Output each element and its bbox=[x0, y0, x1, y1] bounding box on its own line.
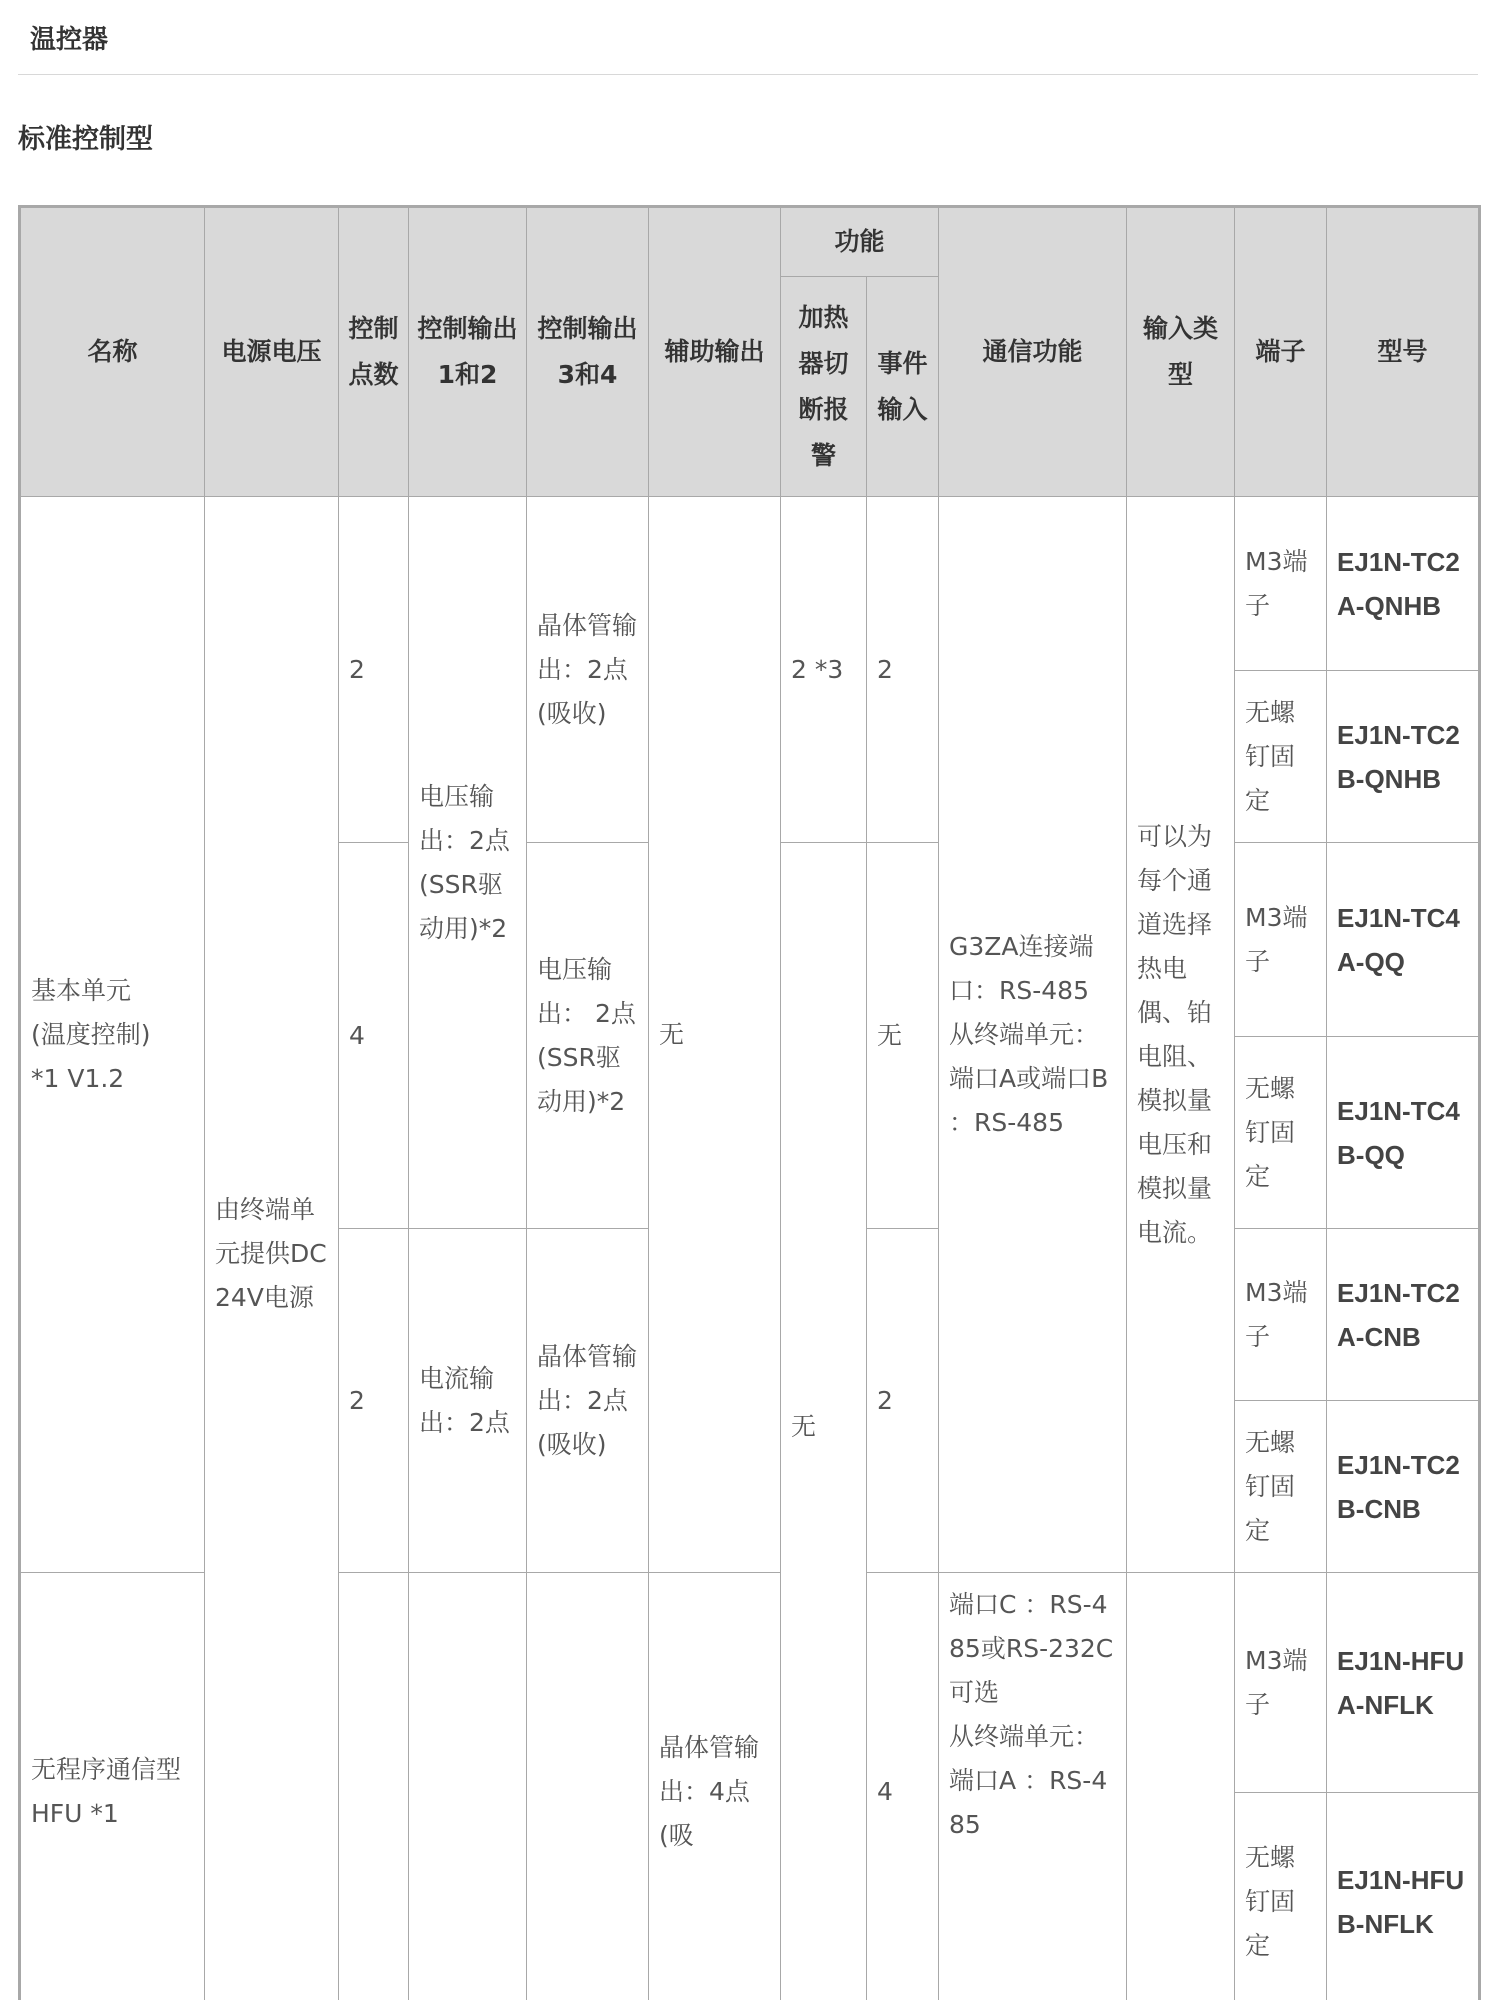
section-title: 标准控制型 bbox=[18, 124, 153, 155]
cell-power-voltage: 由终端单元提供DC24V电源 bbox=[205, 497, 339, 2000]
cell-model: EJ1N-TC4A-QQ bbox=[1327, 843, 1480, 1037]
cell-output34-transistor-b: 晶体管输出：2点(吸收) bbox=[527, 1229, 649, 1573]
cell-name-hfu: 无程序通信型 HFU *1 bbox=[20, 1573, 205, 2000]
cell-aux-output-hfu: 晶体管输出：4点 (吸 bbox=[649, 1573, 781, 2000]
header-power-voltage: 电源电压 bbox=[205, 207, 339, 497]
header-communication: 通信功能 bbox=[939, 207, 1127, 497]
cell-output34-hfu bbox=[527, 1573, 649, 2000]
header-control-points: 控制点数 bbox=[339, 207, 409, 497]
cell-terminal: M3端子 bbox=[1235, 1573, 1327, 1793]
cell-communication-basic: G3ZA连接端口：RS-485 从终端单元：端口A或端口B ：RS-485 bbox=[939, 497, 1127, 1573]
cell-points-hfu bbox=[339, 1573, 409, 2000]
header-control-output-3-4: 控制输出3和4 bbox=[527, 207, 649, 497]
cell-event-input-a: 2 bbox=[867, 497, 939, 843]
page-title: 温控器 bbox=[30, 25, 109, 55]
cell-aux-output-basic: 无 bbox=[649, 497, 781, 1573]
spec-table bbox=[18, 205, 1481, 2000]
cell-output12-current: 电流输出：2点 bbox=[409, 1229, 527, 1573]
cell-model: EJ1N-HFUB-NFLK bbox=[1327, 1793, 1480, 2000]
header-heater-burnout-alarm: 加热器切断报警 bbox=[781, 277, 867, 497]
header-function: 功能 bbox=[781, 207, 939, 277]
cell-model: EJ1N-TC2B-QNHB bbox=[1327, 671, 1480, 843]
cell-points-4: 4 bbox=[339, 843, 409, 1229]
cell-input-type-hfu bbox=[1127, 1573, 1235, 2000]
title-divider bbox=[18, 74, 1478, 75]
cell-model: EJ1N-TC4B-QQ bbox=[1327, 1037, 1480, 1229]
cell-terminal: M3端子 bbox=[1235, 497, 1327, 671]
cell-event-input-hfu: 4 bbox=[867, 1573, 939, 2000]
cell-output12-voltage: 电压输出：2点(SSR驱动用)*2 bbox=[409, 497, 527, 1229]
cell-terminal: 无螺钉固定 bbox=[1235, 1401, 1327, 1573]
cell-input-type: 可以为每个通道选择热电偶、铂电阻、模拟量电压和模拟量电流。 bbox=[1127, 497, 1235, 1573]
cell-model: EJ1N-TC2A-QNHB bbox=[1327, 497, 1480, 671]
cell-output34-voltage: 电压输出： 2点(SSR驱动用)*2 bbox=[527, 843, 649, 1229]
header-input-type: 输入类型 bbox=[1127, 207, 1235, 497]
cell-heater-alarm-a: 2 *3 bbox=[781, 497, 867, 843]
cell-points-2b: 2 bbox=[339, 1229, 409, 1573]
cell-terminal: M3端子 bbox=[1235, 1229, 1327, 1401]
cell-model: EJ1N-TC2B-CNB bbox=[1327, 1401, 1480, 1573]
cell-terminal: 无螺钉固定 bbox=[1235, 671, 1327, 843]
cell-communication-hfu: 端口C ：RS-485或RS-232C可选 从终端单元：端口A ：RS-485 bbox=[939, 1573, 1127, 2000]
cell-terminal: 无螺钉固定 bbox=[1235, 1037, 1327, 1229]
cell-event-input-none: 无 bbox=[867, 843, 939, 1229]
header-aux-output: 辅助输出 bbox=[649, 207, 781, 497]
cell-model: EJ1N-TC2A-CNB bbox=[1327, 1229, 1480, 1401]
cell-name-basic-unit: 基本单元 (温度控制) *1 V1.2 bbox=[20, 497, 205, 1573]
cell-terminal: 无螺钉固定 bbox=[1235, 1793, 1327, 2000]
cell-points-2a: 2 bbox=[339, 497, 409, 843]
header-name: 名称 bbox=[20, 207, 205, 497]
header-event-input: 事件输入 bbox=[867, 277, 939, 497]
header-terminal: 端子 bbox=[1235, 207, 1327, 497]
header-control-output-1-2: 控制输出1和2 bbox=[409, 207, 527, 497]
header-model: 型号 bbox=[1327, 207, 1480, 497]
cell-model: EJ1N-HFUA-NFLK bbox=[1327, 1573, 1480, 1793]
cell-output12-hfu bbox=[409, 1573, 527, 2000]
cell-terminal: M3端子 bbox=[1235, 843, 1327, 1037]
cell-output34-transistor-a: 晶体管输出：2点(吸收) bbox=[527, 497, 649, 843]
cell-event-input-c: 2 bbox=[867, 1229, 939, 1573]
cell-heater-alarm-none: 无 bbox=[781, 843, 867, 2000]
